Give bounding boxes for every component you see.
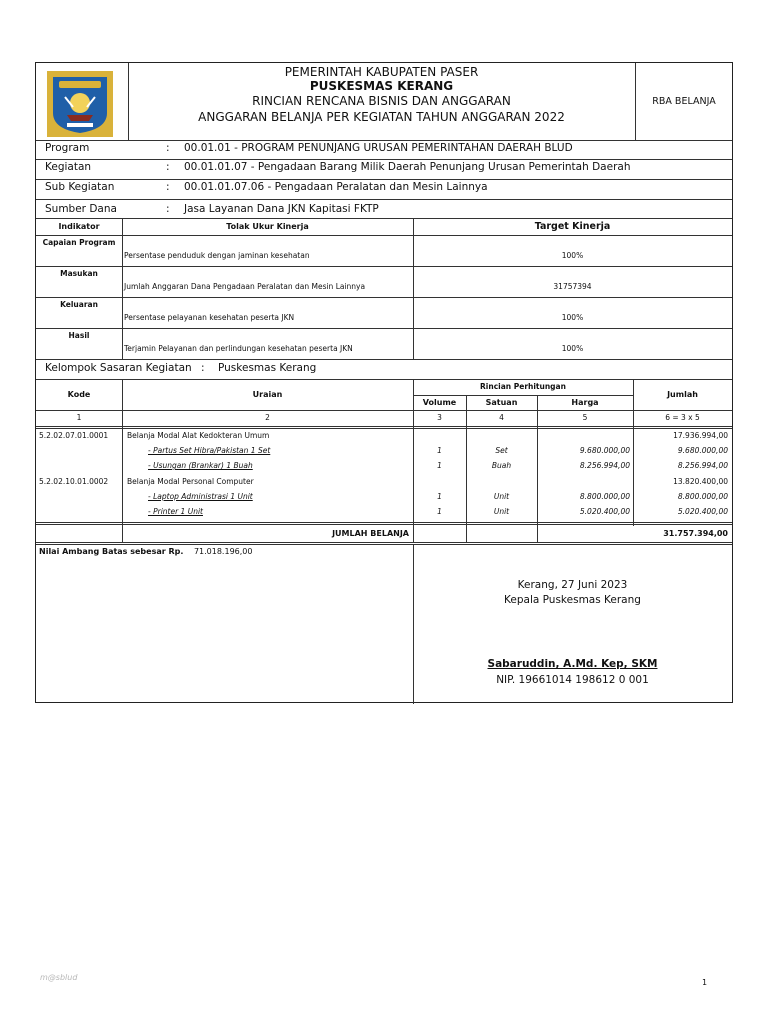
- signer-name: Sabaruddin, A.Md. Kep, SKM: [487, 658, 658, 670]
- indikator-tolak: Persentase penduduk dengan jaminan kesehatan: [124, 251, 310, 260]
- col-kode: Kode: [67, 390, 91, 399]
- row-jumlah: 8.800.000,00: [677, 492, 728, 501]
- col-uraian: Uraian: [252, 390, 283, 399]
- row-uraian: Belanja Modal Personal Computer: [127, 477, 254, 486]
- kegiatan-label: Kegiatan: [45, 161, 92, 173]
- indikator-label: Hasil: [68, 331, 90, 340]
- col-volume: Volume: [422, 398, 457, 407]
- row-satuan: Unit: [493, 492, 510, 501]
- col-satuan: Satuan: [485, 398, 518, 407]
- row-volume: 1: [437, 461, 442, 470]
- row-harga: 5.020.400,00: [579, 507, 630, 516]
- col-number: 3: [437, 413, 442, 422]
- indikator-target: 100%: [561, 344, 584, 353]
- row-harga: 9.680.000,00: [579, 446, 630, 455]
- col-number: 5: [582, 413, 588, 422]
- col-number: 6 = 3 x 5: [665, 413, 700, 422]
- total-label: JUMLAH BELANJA: [332, 529, 409, 538]
- sasaran-value: Puskesmas Kerang: [218, 362, 317, 374]
- sub-kegiatan-label: Sub Kegiatan: [45, 181, 115, 193]
- watermark: m@sblud: [40, 973, 78, 982]
- sub-kegiatan-value: 00.01.01.07.06 - Pengadaan Peralatan dan Mesin Lainnya: [184, 181, 488, 193]
- place-date: Kerang, 27 Juni 2023: [517, 579, 628, 591]
- sasaran-label: Kelompok Sasaran Kegiatan: [45, 362, 192, 374]
- col-jumlah: Jumlah: [667, 390, 698, 399]
- indikator-tolak: Jumlah Anggaran Dana Pengadaan Peralatan dan Mesin Lainnya: [124, 282, 366, 291]
- row-satuan: Unit: [493, 507, 510, 516]
- row-kode: 5.2.02.07.01.0001: [39, 431, 109, 440]
- kegiatan-value: 00.01.01.07 - Pengadaan Barang Milik Daerah Penunjang Urusan Pemerintah Daerah: [184, 161, 631, 173]
- indikator-label: Capaian Program: [42, 238, 116, 247]
- col-number: 2: [265, 413, 270, 422]
- header-line-4: ANGGARAN BELANJA PER KEGIATAN TAHUN ANGGARAN 2022: [198, 110, 565, 124]
- total-value: 31.757.394,00: [663, 529, 728, 538]
- row-uraian: - Printer 1 Unit: [148, 507, 203, 516]
- page-number: 1: [702, 978, 708, 987]
- indikator-target: 31757394: [553, 282, 592, 291]
- row-jumlah: 5.020.400,00: [677, 507, 728, 516]
- col-number: 4: [499, 413, 504, 422]
- col-indikator: Indikator: [58, 222, 100, 231]
- rba-belanja-badge: RBA BELANJA: [652, 96, 716, 107]
- row-volume: 1: [437, 492, 442, 501]
- ambang-batas-value: 71.018.196,00: [193, 547, 253, 556]
- rba-document: [35, 62, 733, 703]
- col-tolak-ukur: Tolak Ukur Kinerja: [226, 222, 309, 231]
- row-harga: 8.800.000,00: [579, 492, 630, 501]
- row-uraian: - Laptop Administrasi 1 Unit: [148, 492, 253, 501]
- kegiatan-sep: :: [166, 161, 170, 173]
- sumber-dana-value: Jasa Layanan Dana JKN Kapitasi FKTP: [184, 203, 379, 215]
- ambang-batas-label: [39, 548, 252, 556]
- indikator-label: Masukan: [60, 269, 98, 278]
- indikator-tolak: Persentase pelayanan kesehatan peserta JKN: [124, 313, 295, 322]
- row-volume: 1: [437, 507, 442, 516]
- row-volume: 1: [437, 446, 442, 455]
- program-value: 00.01.01 - PROGRAM PENUNJANG URUSAN PEMERINTAHAN DAERAH BLUD: [184, 142, 573, 154]
- col-number: 1: [76, 413, 82, 422]
- sumber-dana-sep: :: [166, 203, 170, 215]
- row-jumlah: 8.256.994,00: [677, 461, 728, 470]
- row-jumlah: 13.820.400,00: [673, 477, 728, 486]
- row-harga: 8.256.994,00: [579, 461, 630, 470]
- row-satuan: Buah: [491, 461, 512, 470]
- signer-nip: NIP. 19661014 198612 0 001: [496, 674, 649, 686]
- row-uraian: - Partus Set Hibra/Pakistan 1 Set: [148, 446, 271, 455]
- program-sep: :: [166, 142, 170, 154]
- sasaran-sep: :: [201, 362, 205, 374]
- header-line-3: RINCIAN RENCANA BISNIS DAN ANGGARAN: [252, 94, 511, 108]
- ambang-batas-text: Nilai Ambang Batas sebesar Rp.: [39, 547, 184, 556]
- row-jumlah: 9.680.000,00: [677, 446, 728, 455]
- row-kode: 5.2.02.10.01.0002: [39, 477, 109, 486]
- indikator-tolak: Terjamin Pelayanan dan perlindungan kesehatan peserta JKN: [124, 344, 353, 353]
- row-satuan: Set: [495, 446, 508, 455]
- program-label: Program: [45, 142, 90, 154]
- col-target-kinerja: Target Kinerja: [534, 221, 611, 232]
- indikator-label: Keluaran: [60, 300, 98, 309]
- sumber-dana-label: Sumber Dana: [45, 203, 117, 215]
- row-uraian: Belanja Modal Alat Kedokteran Umum: [127, 431, 270, 440]
- row-jumlah: 17.936.994,00: [673, 431, 728, 440]
- signer-position: Kepala Puskesmas Kerang: [504, 594, 641, 606]
- indikator-target: 100%: [561, 251, 584, 260]
- kabupaten-paser-logo: [47, 71, 113, 137]
- header-line-1: PEMERINTAH KABUPATEN PASER: [284, 65, 479, 79]
- row-uraian: - Usungan (Brankar) 1 Buah: [148, 461, 253, 470]
- header-line-2: PUSKESMAS KERANG: [309, 79, 454, 93]
- col-rincian-perhitungan: Rincian Perhitungan: [480, 382, 566, 391]
- indikator-target: 100%: [561, 313, 584, 322]
- col-harga: Harga: [571, 398, 599, 407]
- sub-kegiatan-sep: :: [166, 181, 170, 193]
